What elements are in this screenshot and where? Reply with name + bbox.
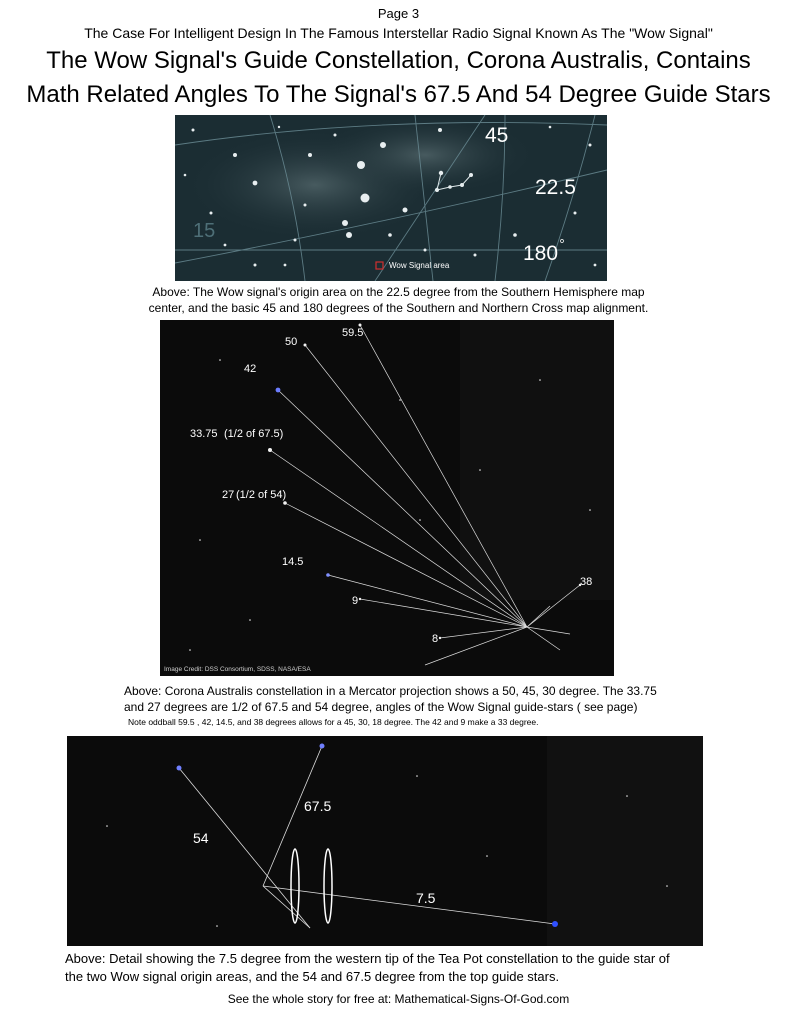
guide-star-detail-svg bbox=[67, 736, 703, 946]
label-7-5: 7.5 bbox=[416, 890, 436, 906]
page-title-line-1: The Wow Signal's Guide Constellation, Corona Australis, Contains bbox=[46, 47, 751, 74]
label-50: 50 bbox=[285, 336, 298, 348]
label-59-5: 59.5 bbox=[342, 327, 364, 339]
guide-star-detail-image bbox=[67, 736, 703, 946]
image-credit: Image Credit: DSS Consortium, SDSS, NASA/ESA bbox=[164, 666, 311, 673]
label-half-67-5: (1/2 of 67.5) bbox=[224, 428, 284, 440]
label-15: 15 bbox=[193, 220, 216, 242]
label-half-54: (1/2 of 54) bbox=[236, 489, 287, 501]
label-38: 38 bbox=[580, 576, 593, 588]
wow-signal-area-label: Wow Signal area bbox=[389, 261, 450, 270]
label-27: 27 bbox=[222, 489, 235, 501]
page-title-line-2: Math Related Angles To The Signal's 67.5 And 54 Degree Guide Stars bbox=[26, 81, 771, 108]
label-9: 9 bbox=[352, 595, 359, 607]
figure2-caption-line1: Above: Corona Australis constellation in a Mercator projection shows a 50, 45, 30 degree. The 33.75 bbox=[124, 684, 657, 698]
star-map-svg bbox=[175, 115, 607, 281]
corona-australis-image bbox=[160, 320, 614, 676]
corona-australis-svg bbox=[160, 320, 614, 676]
figure1-caption bbox=[0, 284, 797, 316]
figure3-caption-line1: Above: Detail showing the 7.5 degree from the western tip of the Tea Pot constellation to the guide star of bbox=[65, 951, 670, 966]
label-14-5: 14.5 bbox=[282, 556, 304, 568]
label-180: 180 bbox=[523, 242, 559, 265]
figure3-caption-line2: the two Wow signal origin areas, and the 54 and 67.5 degree from the top guide stars. bbox=[65, 969, 560, 984]
figure1-caption-line1: Above: The Wow signal's origin area on the 22.5 degree from the Southern Hemisphere map bbox=[152, 285, 645, 299]
figure2-caption-line2: and 27 degrees are 1/2 of 67.5 and 54 degree, angles of the Wow Signal guide-stars ( see page) bbox=[124, 700, 638, 714]
label-45: 45 bbox=[485, 124, 509, 147]
label-8: 8 bbox=[432, 633, 439, 645]
label-22-5: 22.5 bbox=[535, 176, 576, 199]
figure1-caption-line2: center, and the basic 45 and 180 degrees of the Southern and Northern Cross map alignment. bbox=[148, 301, 649, 315]
label-33-75: 33.75 bbox=[190, 428, 218, 440]
footer-link-text: See the whole story for free at: Mathematical-Signs-Of-God.com bbox=[227, 992, 570, 1006]
label-67-5: 67.5 bbox=[304, 798, 332, 814]
label-42: 42 bbox=[244, 363, 257, 375]
document-subtitle: The Case For Intelligent Design In The Famous Interstellar Radio Signal Known As The "Wow Signal" bbox=[84, 25, 713, 41]
page-number: Page 3 bbox=[377, 6, 420, 21]
label-54: 54 bbox=[193, 830, 209, 846]
star-map-image bbox=[175, 115, 607, 281]
figure2-note: Note oddball 59.5 , 42, 14.5, and 38 degrees allows for a 45, 30, 18 degree. The 42 and 9 make a 33 degree. bbox=[128, 717, 539, 727]
